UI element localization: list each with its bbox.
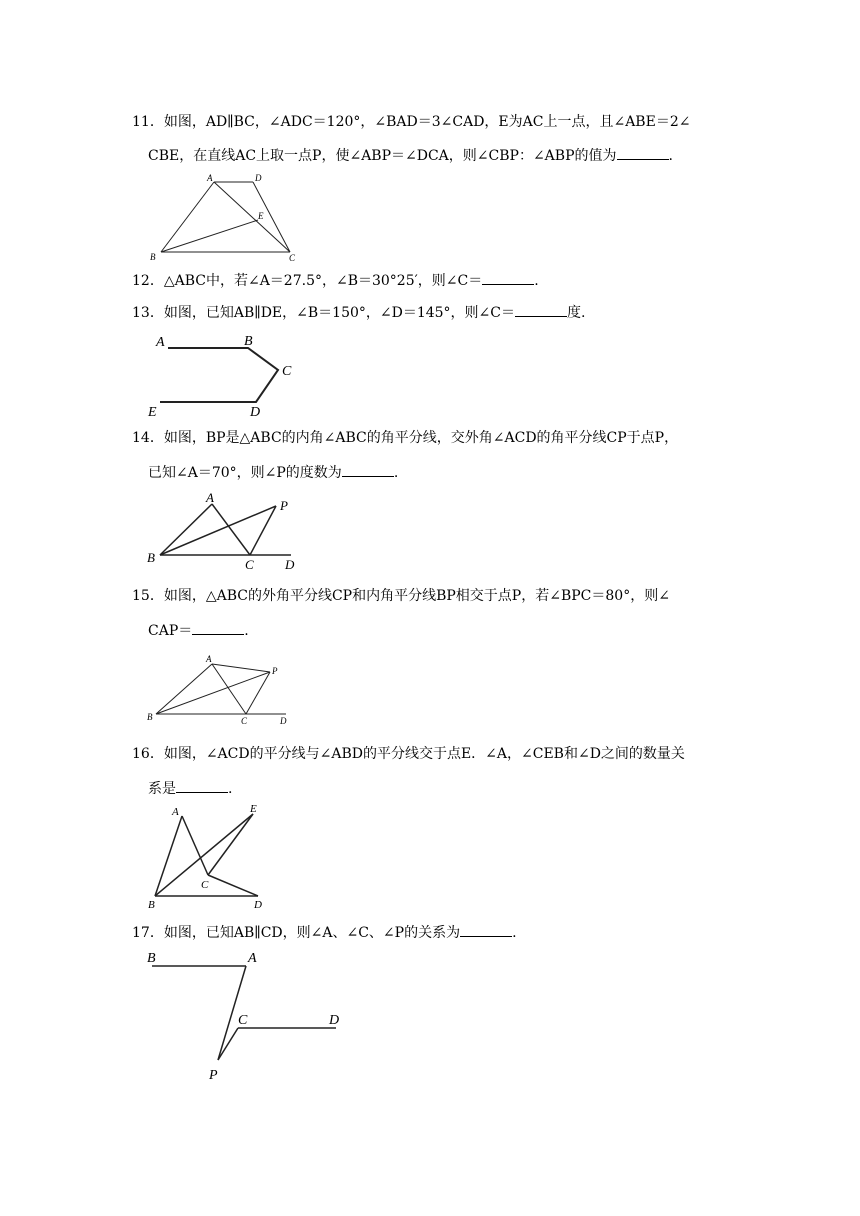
fig16-label-a: A	[172, 806, 179, 818]
fig16-label-e: E	[250, 803, 257, 815]
problem-14-number: 14．	[132, 430, 164, 446]
answer-blank-12[interactable]	[482, 270, 534, 285]
answer-blank-11[interactable]	[617, 145, 669, 160]
problem-11-line-1	[132, 112, 690, 132]
problem-16-number: 16．	[132, 746, 164, 762]
problem-14-line-1	[132, 428, 678, 448]
fig14-label-b: B	[147, 550, 155, 565]
fig15-label-c: C	[241, 716, 248, 726]
problem-14-text-1: 如图，BP是△ABC的内角∠ABC的角平分线，交外角∠ACD的角平分线CP于点P，	[163, 430, 679, 446]
fig14-label-c: C	[245, 557, 254, 572]
fig15-label-d: D	[280, 716, 287, 726]
figure-13	[148, 330, 308, 420]
problem-17-line-1: 17．如图，已知AB∥CD，则∠A、∠C、∠P的关系为 .	[132, 922, 517, 943]
fig13-label-a: A	[156, 335, 165, 350]
fig16-label-c: C	[201, 879, 209, 891]
problem-16-text-2: 系是	[148, 781, 176, 797]
problem-12-line-1: 12．△ABC中，若∠A＝27.5°，∠B＝30°25′，则∠C＝ .	[132, 270, 539, 291]
fig11-label-e: E	[258, 211, 264, 221]
problem-17-text-1: 如图，已知AB∥CD，则∠A、∠C、∠P的关系为	[163, 925, 461, 941]
problem-15-text-1: 如图，△ABC的外角平分线CP和内角平分线BP相交于点P，若∠BPC＝80°，则∠	[163, 588, 670, 604]
figure-15	[146, 650, 296, 730]
fig13-label-c: C	[282, 364, 292, 379]
fig11-label-a: A	[207, 173, 213, 183]
problem-14-text-2: 已知∠A＝70°，则∠P的度数为	[148, 465, 342, 481]
fig13-label-e: E	[148, 405, 157, 420]
fig14-label-p: P	[280, 498, 288, 513]
problem-17-number: 17．	[132, 925, 164, 941]
figure-17	[146, 946, 356, 1086]
problem-15-line-1	[132, 586, 670, 606]
problem-12-text-1: △ABC中，若∠A＝27.5°，∠B＝30°25′，则∠C＝	[163, 273, 483, 289]
fig14-label-a: A	[206, 490, 214, 505]
fig13-label-d: D	[250, 405, 261, 420]
fig11-label-d: D	[255, 173, 262, 183]
problem-16-line-2: 系是 .	[148, 778, 232, 799]
problem-15-text-2: CAP＝	[148, 623, 193, 639]
fig13-label-b: B	[244, 334, 253, 349]
answer-blank-17[interactable]	[460, 922, 512, 937]
fig17-label-c: C	[238, 1013, 248, 1028]
problem-12-number: 12．	[132, 273, 164, 289]
fig15-label-p: P	[272, 666, 278, 676]
fig17-label-p: P	[209, 1068, 218, 1083]
answer-blank-15[interactable]	[192, 620, 244, 635]
problem-11-number: 11．	[132, 114, 164, 130]
answer-blank-13[interactable]	[515, 302, 567, 317]
answer-blank-16[interactable]	[176, 778, 228, 793]
figure-16	[146, 800, 276, 912]
problem-16-text-1: 如图，∠ACD的平分线与∠ABD的平分线交于点E．∠A，∠CEB和∠D之间的数量关	[163, 746, 685, 762]
problem-13-line-1: 13．如图，已知AB∥DE，∠B＝150°，∠D＝145°，则∠C＝ 度.	[132, 302, 585, 323]
problem-11-line-2: CBE，在直线AC上取一点P，使∠ABP＝∠DCA，则∠CBP：∠ABP的值为 .	[148, 145, 673, 166]
problem-14-line-2: 已知∠A＝70°，则∠P的度数为 .	[148, 462, 398, 483]
fig17-label-a: A	[248, 951, 257, 966]
fig14-label-d: D	[285, 557, 295, 572]
fig11-label-c: C	[289, 253, 296, 263]
problem-11-text-2: CBE，在直线AC上取一点P，使∠ABP＝∠DCA，则∠CBP：∠ABP的值为	[148, 148, 617, 164]
problem-16-line-1	[132, 744, 685, 764]
fig11-label-b: B	[150, 252, 156, 262]
fig16-label-b: B	[148, 899, 155, 911]
fig15-label-b: B	[147, 712, 153, 722]
fig17-label-d: D	[329, 1013, 340, 1028]
problem-13-number: 13．	[132, 305, 164, 321]
fig16-label-d: D	[254, 899, 262, 911]
problem-15-line-2: CAP＝ .	[148, 620, 249, 641]
figure-11	[148, 172, 308, 264]
fig17-label-b: B	[147, 951, 156, 966]
problem-15-number: 15．	[132, 588, 164, 604]
problem-11-text-1: 如图，AD∥BC，∠ADC＝120°，∠BAD＝3∠CAD，E为AC上一点，且∠ABE＝2∠	[163, 114, 691, 130]
fig15-label-a: A	[206, 654, 212, 664]
answer-blank-14[interactable]	[342, 462, 394, 477]
figure-14	[146, 490, 306, 570]
problem-13-text-1: 如图，已知AB∥DE，∠B＝150°，∠D＝145°，则∠C＝	[163, 305, 515, 321]
